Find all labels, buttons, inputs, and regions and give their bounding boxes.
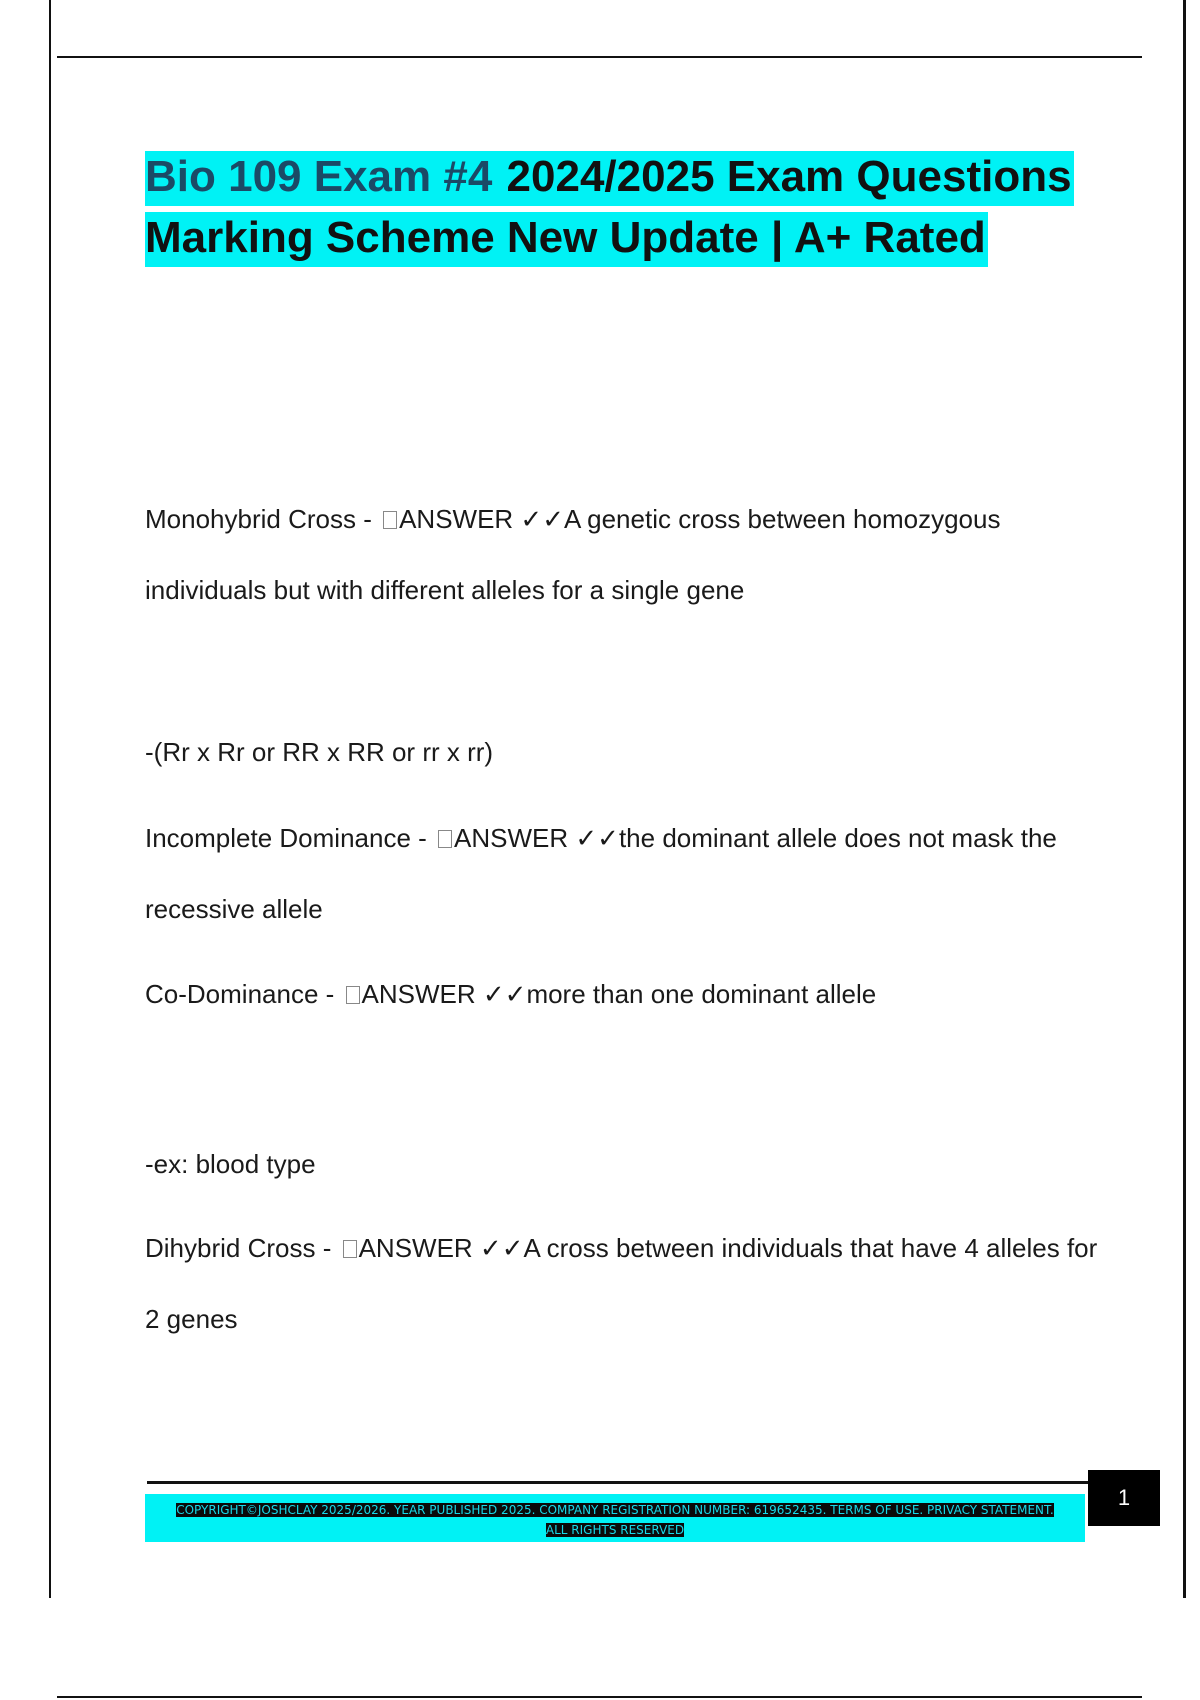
header-rule	[57, 56, 1142, 58]
qa-answer: more than one dominant allele	[526, 979, 877, 1009]
page-border-left	[49, 0, 51, 1598]
qa-entry-incomplete-dominance	[145, 803, 1105, 945]
footer-rule	[147, 1481, 1090, 1484]
next-page-header-rule	[57, 1696, 1142, 1698]
qa-answer: A genetic cross between homozygous individuals but with different alleles for a single gene	[145, 504, 1001, 605]
answer-marker: ANSWER ✓✓	[358, 1233, 524, 1263]
document-title	[145, 146, 1085, 268]
qa-term: Incomplete Dominance -	[145, 823, 435, 853]
qa-entry-monohybrid-cross	[145, 484, 1105, 626]
page-number: 1	[1088, 1470, 1160, 1526]
answer-marker: ANSWER ✓✓	[454, 823, 619, 853]
answer-marker: ANSWER ✓✓	[361, 979, 527, 1009]
qa-entry-dihybrid-cross	[145, 1213, 1105, 1355]
qa-term: Monohybrid Cross -	[145, 504, 380, 534]
missing-glyph-box-icon	[383, 511, 397, 529]
missing-glyph-box-icon	[346, 986, 360, 1004]
missing-glyph-box-icon	[438, 830, 452, 848]
qa-entry-co-dominance	[145, 959, 1105, 1030]
missing-glyph-box-icon	[343, 1240, 357, 1258]
title-highlight-part1: Bio 109 Exam #4	[145, 151, 494, 206]
qa-term: Dihybrid Cross -	[145, 1233, 339, 1263]
answer-marker: ANSWER ✓✓	[399, 504, 564, 534]
note-blood-type: -ex: blood type	[145, 1149, 316, 1179]
qa-answer: A cross between individuals that have 4 alleles for 2 genes	[145, 1233, 1098, 1334]
page-border-right	[1183, 0, 1186, 1598]
qa-answer: the dominant allele does not mask the recessive allele	[145, 823, 1057, 924]
note-cross-examples: -(Rr x Rr or RR x RR or rr x rr)	[145, 737, 494, 767]
footer-copyright-text: COPYRIGHT©JOSHCLAY 2025/2026. YEAR PUBLISHED 2025. COMPANY REGISTRATION NUMBER: 619652435. TERMS OF USE. PRIVACY STATEMENT. ALL RIGHTS RESERVED	[176, 1503, 1054, 1537]
qa-term: Co-Dominance -	[145, 979, 342, 1009]
footer-copyright	[170, 1500, 1060, 1540]
title-highlight-part2: 2024/2025 Exam Questions Marking Scheme New Update | A+ Rated	[145, 151, 1074, 267]
